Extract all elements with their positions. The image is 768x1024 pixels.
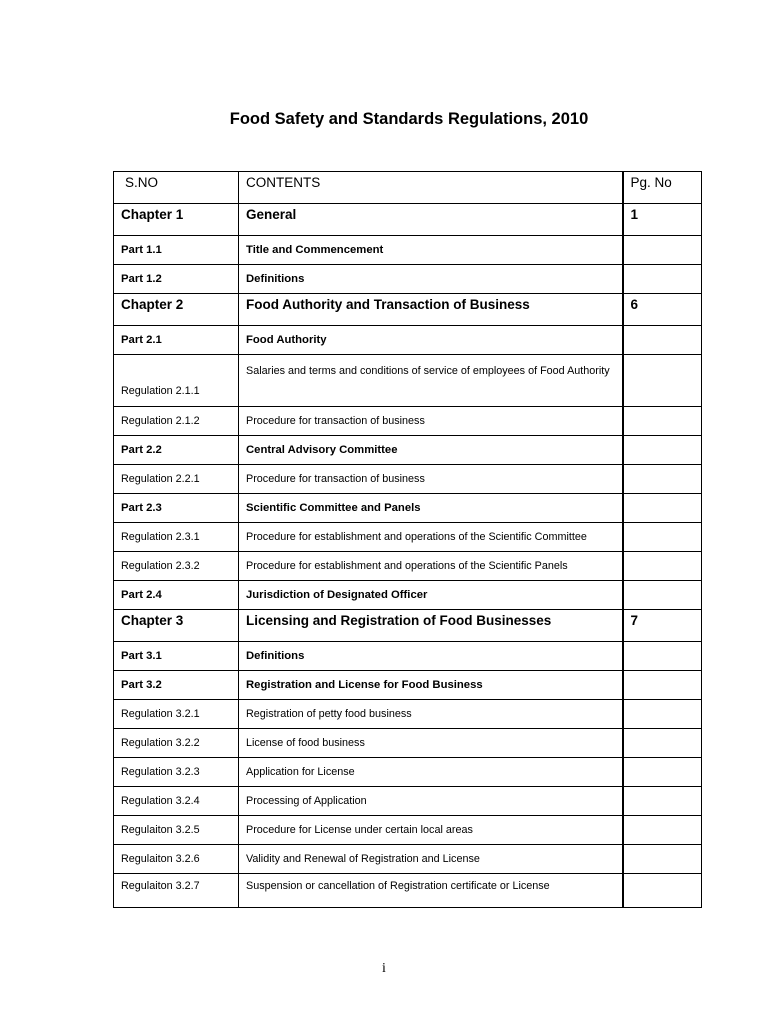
reg-label: Regulation 2.3.1 [114, 523, 239, 552]
page-number-cell [623, 494, 702, 523]
reg-row [114, 816, 702, 845]
reg-title: Salaries and terms and conditions of service of employees of Food Authority [239, 355, 623, 407]
reg-label: Regulation 3.2.4 [114, 787, 239, 816]
reg-label: Regulation 3.2.2 [114, 729, 239, 758]
page-number-cell [623, 642, 702, 671]
reg-label: Regulation 2.2.1 [114, 465, 239, 494]
part-row [114, 436, 702, 465]
reg-label: Regulation 3.2.3 [114, 758, 239, 787]
header-sno: S.NO [114, 172, 239, 204]
page-number-cell [623, 523, 702, 552]
chapter-title: Licensing and Registration of Food Businesses [239, 610, 623, 642]
page-number-cell [623, 671, 702, 700]
reg-row [114, 523, 702, 552]
part-row [114, 642, 702, 671]
part-row [114, 265, 702, 294]
page-number-cell: 1 [623, 204, 702, 236]
chapter-label: Chapter 3 [114, 610, 239, 642]
reg-title: Validity and Renewal of Registration and License [239, 845, 623, 874]
reg-row [114, 700, 702, 729]
chapter-row [114, 610, 702, 642]
reg-label: Regulation 2.1.1 [114, 355, 239, 407]
part-row [114, 671, 702, 700]
reg-title: Procedure for establishment and operations of the Scientific Committee [239, 523, 623, 552]
page-number-cell [623, 816, 702, 845]
page-number-cell [623, 407, 702, 436]
page-number-cell: 6 [623, 294, 702, 326]
reg-title: Procedure for transaction of business [239, 465, 623, 494]
page-number-cell [623, 265, 702, 294]
reg-row [114, 355, 702, 407]
chapter-row [114, 294, 702, 326]
reg-title: License of food business [239, 729, 623, 758]
reg-label: Regulaiton 3.2.5 [114, 816, 239, 845]
reg-row [114, 758, 702, 787]
reg-label: Regulation 3.2.1 [114, 700, 239, 729]
page-number-cell [623, 236, 702, 265]
page-number-cell [623, 326, 702, 355]
part-title: Title and Commencement [239, 236, 623, 265]
part-title: Food Authority [239, 326, 623, 355]
part-label: Part 2.2 [114, 436, 239, 465]
table-body [114, 204, 702, 908]
page-number-cell [623, 874, 702, 908]
page-number-cell [623, 355, 702, 407]
table-header-row [114, 172, 702, 204]
part-row [114, 494, 702, 523]
page-number-cell [623, 465, 702, 494]
part-row [114, 236, 702, 265]
chapter-label: Chapter 1 [114, 204, 239, 236]
part-title: Definitions [239, 265, 623, 294]
page-number-cell [623, 845, 702, 874]
page-number-cell [623, 581, 702, 610]
reg-row [114, 465, 702, 494]
reg-label: Regulaiton 3.2.7 [114, 874, 239, 908]
part-label: Part 1.1 [114, 236, 239, 265]
chapter-title: Food Authority and Transaction of Business [239, 294, 623, 326]
reg-title: Suspension or cancellation of Registration certificate or License [239, 874, 623, 908]
page-number-cell: 7 [623, 610, 702, 642]
contents-table [113, 171, 702, 908]
part-title: Definitions [239, 642, 623, 671]
part-row [114, 581, 702, 610]
part-title: Jurisdiction of Designated Officer [239, 581, 623, 610]
page-number-cell [623, 552, 702, 581]
reg-title: Procedure for transaction of business [239, 407, 623, 436]
chapter-row [114, 204, 702, 236]
part-title: Central Advisory Committee [239, 436, 623, 465]
reg-row [114, 407, 702, 436]
chapter-title: General [239, 204, 623, 236]
part-label: Part 3.2 [114, 671, 239, 700]
chapter-label: Chapter 2 [114, 294, 239, 326]
page-number-cell [623, 729, 702, 758]
part-row [114, 326, 702, 355]
document-title: Food Safety and Standards Regulations, 2010 [229, 110, 589, 128]
reg-label: Regulaiton 3.2.6 [114, 845, 239, 874]
part-label: Part 3.1 [114, 642, 239, 671]
page-number-cell [623, 787, 702, 816]
page-number-cell [623, 758, 702, 787]
page-number-cell [623, 700, 702, 729]
reg-title: Procedure for establishment and operations of the Scientific Panels [239, 552, 623, 581]
part-label: Part 2.4 [114, 581, 239, 610]
reg-row [114, 729, 702, 758]
reg-row [114, 787, 702, 816]
part-label: Part 2.3 [114, 494, 239, 523]
reg-row [114, 845, 702, 874]
reg-row [114, 552, 702, 581]
reg-title: Registration of petty food business [239, 700, 623, 729]
header-page: Pg. No [623, 172, 702, 204]
reg-title: Application for License [239, 758, 623, 787]
page-number-cell [623, 436, 702, 465]
reg-row [114, 874, 702, 908]
reg-label: Regulation 2.1.2 [114, 407, 239, 436]
part-title: Registration and License for Food Business [239, 671, 623, 700]
reg-title: Processing of Application [239, 787, 623, 816]
page-number: i [382, 961, 386, 976]
part-label: Part 2.1 [114, 326, 239, 355]
part-label: Part 1.2 [114, 265, 239, 294]
part-title: Scientific Committee and Panels [239, 494, 623, 523]
reg-label: Regulation 2.3.2 [114, 552, 239, 581]
header-contents: CONTENTS [239, 172, 623, 204]
reg-title: Procedure for License under certain local areas [239, 816, 623, 845]
